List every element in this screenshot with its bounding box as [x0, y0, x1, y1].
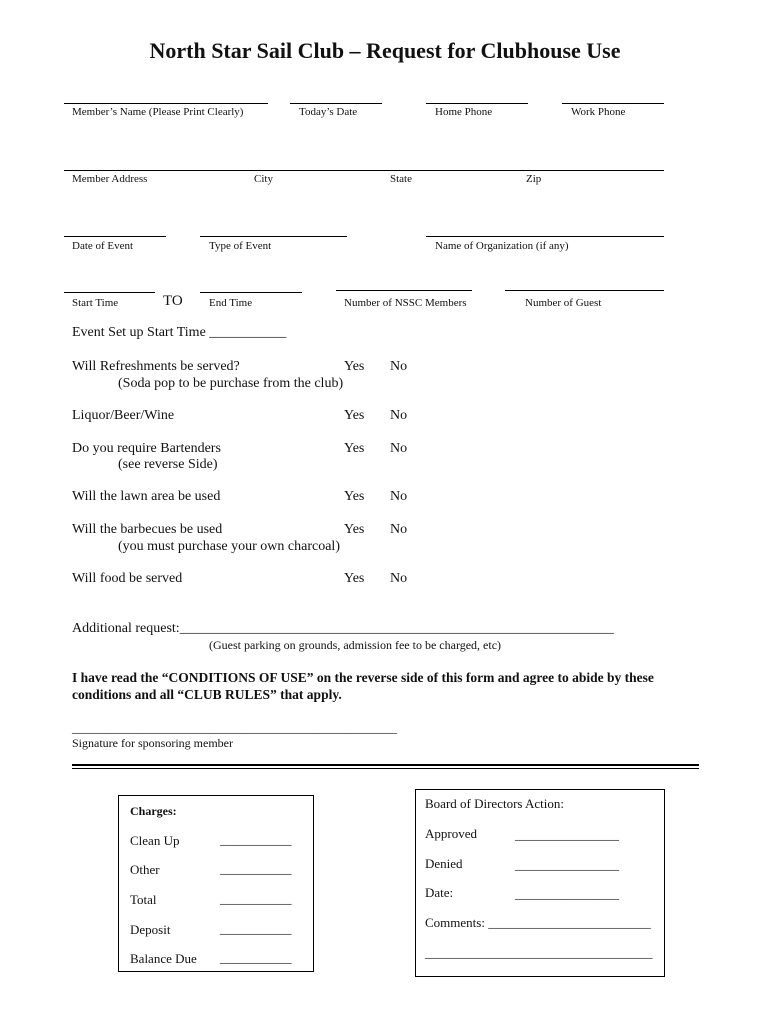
- question-food: Will food be served: [72, 571, 183, 586]
- nssc-members-line[interactable]: [336, 290, 472, 291]
- member-name-label: Member’s Name (Please Print Clearly): [72, 106, 244, 118]
- question-barbecues-note: (you must purchase your own charcoal): [118, 539, 340, 554]
- signature-label: Signature for sponsoring member: [72, 736, 233, 750]
- end-time-label: End Time: [209, 297, 253, 309]
- guests-label: Number of Guest: [525, 297, 602, 309]
- food-no-option[interactable]: No: [390, 571, 408, 586]
- start-time-label: Start Time: [72, 297, 119, 309]
- board-heading: Board of Directors Action:: [425, 796, 564, 811]
- work-phone-line[interactable]: [562, 103, 664, 104]
- setup-time-field[interactable]: Event Set up Start Time ___________: [72, 325, 287, 340]
- lawn-yes-option[interactable]: Yes: [344, 489, 365, 504]
- work-phone-label: Work Phone: [571, 106, 626, 118]
- approved-label: Approved: [425, 826, 477, 841]
- charges-box: [118, 795, 314, 972]
- additional-request-field[interactable]: Additional request:______________________________________________________________: [72, 621, 614, 636]
- bartenders-no-option[interactable]: No: [390, 441, 408, 456]
- question-liquor: Liquor/Beer/Wine: [72, 408, 175, 423]
- date-of-event-line[interactable]: [64, 236, 166, 237]
- end-time-line[interactable]: [200, 292, 302, 293]
- state-label: State: [390, 173, 412, 185]
- comments-extra-line[interactable]: ___________________________________: [425, 945, 653, 960]
- additional-request-note: (Guest parking on grounds, admission fee to be charged, etc): [209, 638, 502, 652]
- divider-rule-thin: [72, 768, 699, 769]
- zip-label: Zip: [526, 173, 542, 185]
- agreement-text-line2: conditions and all “CLUB RULES” that apply.: [72, 687, 342, 702]
- organization-label: Name of Organization (if any): [435, 240, 569, 252]
- question-bartenders-note: (see reverse Side): [118, 457, 218, 472]
- todays-date-label: Today’s Date: [299, 106, 358, 118]
- member-name-line[interactable]: [64, 103, 268, 104]
- address-line[interactable]: [64, 170, 664, 171]
- charges-heading: Charges:: [130, 804, 177, 818]
- food-yes-option[interactable]: Yes: [344, 571, 365, 586]
- home-phone-label: Home Phone: [435, 106, 493, 118]
- guests-line[interactable]: [505, 290, 664, 291]
- clean-up-field[interactable]: ___________: [220, 832, 292, 847]
- lawn-no-option[interactable]: No: [390, 489, 408, 504]
- balance-due-field[interactable]: ___________: [220, 950, 292, 965]
- other-label: Other: [130, 862, 160, 877]
- deposit-label: Deposit: [130, 922, 171, 937]
- agreement-text-line1: I have read the “CONDITIONS OF USE” on the reverse side of this form and agree to abide by these: [72, 670, 654, 685]
- comments-field[interactable]: Comments: _________________________: [425, 915, 651, 930]
- board-action-box: [415, 789, 665, 977]
- type-of-event-line[interactable]: [200, 236, 347, 237]
- liquor-no-option[interactable]: No: [390, 408, 408, 423]
- board-date-label: Date:: [425, 885, 454, 900]
- home-phone-line[interactable]: [426, 103, 528, 104]
- barbecues-yes-option[interactable]: Yes: [344, 522, 365, 537]
- denied-label: Denied: [425, 856, 463, 871]
- date-of-event-label: Date of Event: [72, 240, 134, 252]
- total-label: Total: [130, 892, 157, 907]
- page-title: North Star Sail Club – Request for Clubhouse Use: [149, 38, 621, 63]
- other-field[interactable]: ___________: [220, 861, 292, 876]
- to-label: TO: [163, 293, 183, 309]
- refreshments-no-option[interactable]: No: [390, 359, 408, 374]
- deposit-field[interactable]: ___________: [220, 921, 292, 936]
- question-bartenders: Do you require Bartenders: [72, 441, 221, 456]
- start-time-line[interactable]: [64, 292, 155, 293]
- organization-line[interactable]: [426, 236, 664, 237]
- type-of-event-label: Type of Event: [209, 240, 272, 252]
- approved-field[interactable]: ________________: [515, 827, 619, 842]
- total-field[interactable]: ___________: [220, 891, 292, 906]
- bartenders-yes-option[interactable]: Yes: [344, 441, 365, 456]
- signature-field[interactable]: __________________________________________________: [72, 720, 397, 735]
- balance-due-label: Balance Due: [130, 951, 197, 966]
- barbecues-no-option[interactable]: No: [390, 522, 408, 537]
- question-refreshments-note: (Soda pop to be purchase from the club): [118, 376, 344, 391]
- divider-rule: [72, 764, 699, 766]
- denied-field[interactable]: ________________: [515, 857, 619, 872]
- board-date-field[interactable]: ________________: [515, 886, 619, 901]
- nssc-members-label: Number of NSSC Members: [344, 297, 467, 309]
- question-refreshments: Will Refreshments be served?: [72, 359, 240, 374]
- clean-up-label: Clean Up: [130, 833, 180, 848]
- refreshments-yes-option[interactable]: Yes: [344, 359, 365, 374]
- question-barbecues: Will the barbecues be used: [72, 522, 223, 537]
- address-label: Member Address: [72, 173, 148, 185]
- todays-date-line[interactable]: [290, 103, 382, 104]
- question-lawn: Will the lawn area be used: [72, 489, 221, 504]
- city-label: City: [254, 173, 273, 185]
- liquor-yes-option[interactable]: Yes: [344, 408, 365, 423]
